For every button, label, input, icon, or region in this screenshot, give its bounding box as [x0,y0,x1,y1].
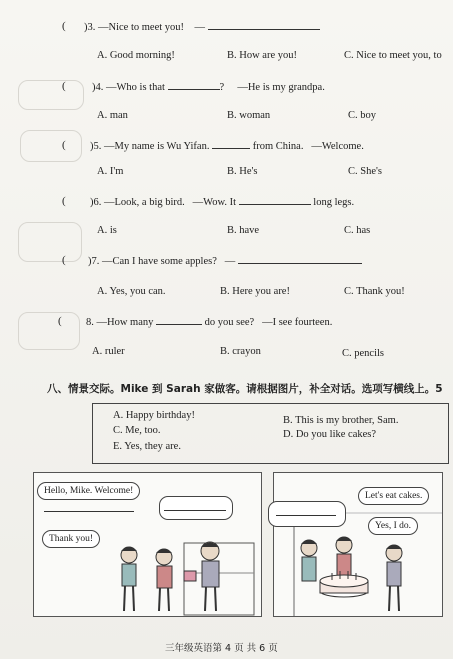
option-a: A. Yes, you can. [97,286,166,297]
option-b: B. crayon [220,346,261,357]
question-stem: —Who is that [106,82,165,93]
option-a: A. ruler [92,346,125,357]
question-number: )3. [84,22,96,33]
answer-blank[interactable] [239,195,311,205]
option-b: B. woman [227,110,271,121]
option-b: B. have [227,225,260,236]
option-c: C. Thank you! [344,286,405,297]
question-stem: —Look, a big bird. [104,197,185,208]
left-scene [33,472,262,617]
speech-bubble-blank[interactable] [268,501,346,527]
answer-blank[interactable] [238,254,362,264]
response: —He is my grandpa. [237,82,325,93]
bleed-through-box [18,312,80,350]
question-number: )5. [90,141,102,152]
page-footer: 三年级英语第 4 页 共 6 页 [165,643,278,654]
question-number: )4. [92,82,104,93]
bleed-through-box [18,80,84,110]
speech-bubble-hello: Hello, Mike. Welcome! [37,482,140,500]
option-c: C. has [344,225,371,236]
choice-d: D. Do you like cakes? [283,429,377,440]
choices-box [92,403,449,464]
question-mark: ? [219,82,225,93]
question-3 [84,20,320,33]
question-stem: —Can I have some apples? [102,256,217,267]
option-a: A. I'm [97,166,124,177]
question-7 [88,254,362,267]
answer-blank[interactable] [212,139,250,149]
option-a: A. is [97,225,117,236]
option-b: B. How are you! [227,50,297,61]
question-stem: —How many [96,317,154,328]
question-4 [92,80,325,93]
option-c: C. Nice to meet you, to [344,50,442,61]
option-c: C. She's [348,166,382,177]
bleed-through-box [18,222,82,262]
choice-b: B. This is my brother, Sam. [283,415,399,426]
question-number: )6. [90,197,102,208]
option-c: C. pencils [342,348,384,359]
answer-paren: ( [62,20,66,32]
response-start: —Wow. It [192,197,237,208]
speech-bubble-thank: Thank you! [42,530,100,548]
response: —Welcome. [311,141,364,152]
answer-blank[interactable] [168,80,220,90]
response-dash: — [224,256,236,267]
speech-bubble-cakes: Let's eat cakes. [358,487,429,505]
choice-e: E. Yes, they are. [113,441,181,452]
section-title: 八、情景交际。Mike 到 Sarah 家做客。请根据图片，补全对话。选项写横线上。5 [47,383,443,395]
question-number: 8. [86,317,94,328]
answer-blank[interactable] [156,315,202,325]
option-a: A. man [97,110,128,121]
question-stem: —Nice to meet you! [98,22,185,33]
response-end: long legs. [313,197,355,208]
answer-paren: ( [62,254,66,266]
question-continuation: do you see? [204,317,255,328]
answer-paren: ( [62,195,66,207]
answer-line[interactable] [164,510,226,511]
answer-paren: ( [62,80,66,92]
answer-line[interactable] [276,515,336,516]
question-8 [86,315,332,328]
speech-bubble-yes: Yes, I do. [368,517,418,535]
response: —I see fourteen. [262,317,333,328]
option-c: C. boy [348,110,377,121]
bleed-through-box [20,130,82,162]
answer-paren: ( [58,315,62,327]
choice-c: C. Me, too. [113,425,161,436]
response-dash: — [194,22,206,33]
question-number: )7. [88,256,100,267]
answer-paren: ( [62,139,66,151]
question-6 [90,195,354,208]
question-5 [90,139,364,152]
option-b: B. He's [227,166,258,177]
answer-blank[interactable] [208,20,320,30]
question-stem: —My name is Wu Yifan. [104,141,210,152]
question-continuation: from China. [252,141,304,152]
option-a: A. Good morning! [97,50,175,61]
option-b: B. Here you are! [220,286,290,297]
choice-a: A. Happy birthday! [113,410,195,421]
speech-bubble-blank[interactable] [159,496,233,520]
answer-line[interactable] [44,511,134,512]
right-scene [273,472,443,617]
